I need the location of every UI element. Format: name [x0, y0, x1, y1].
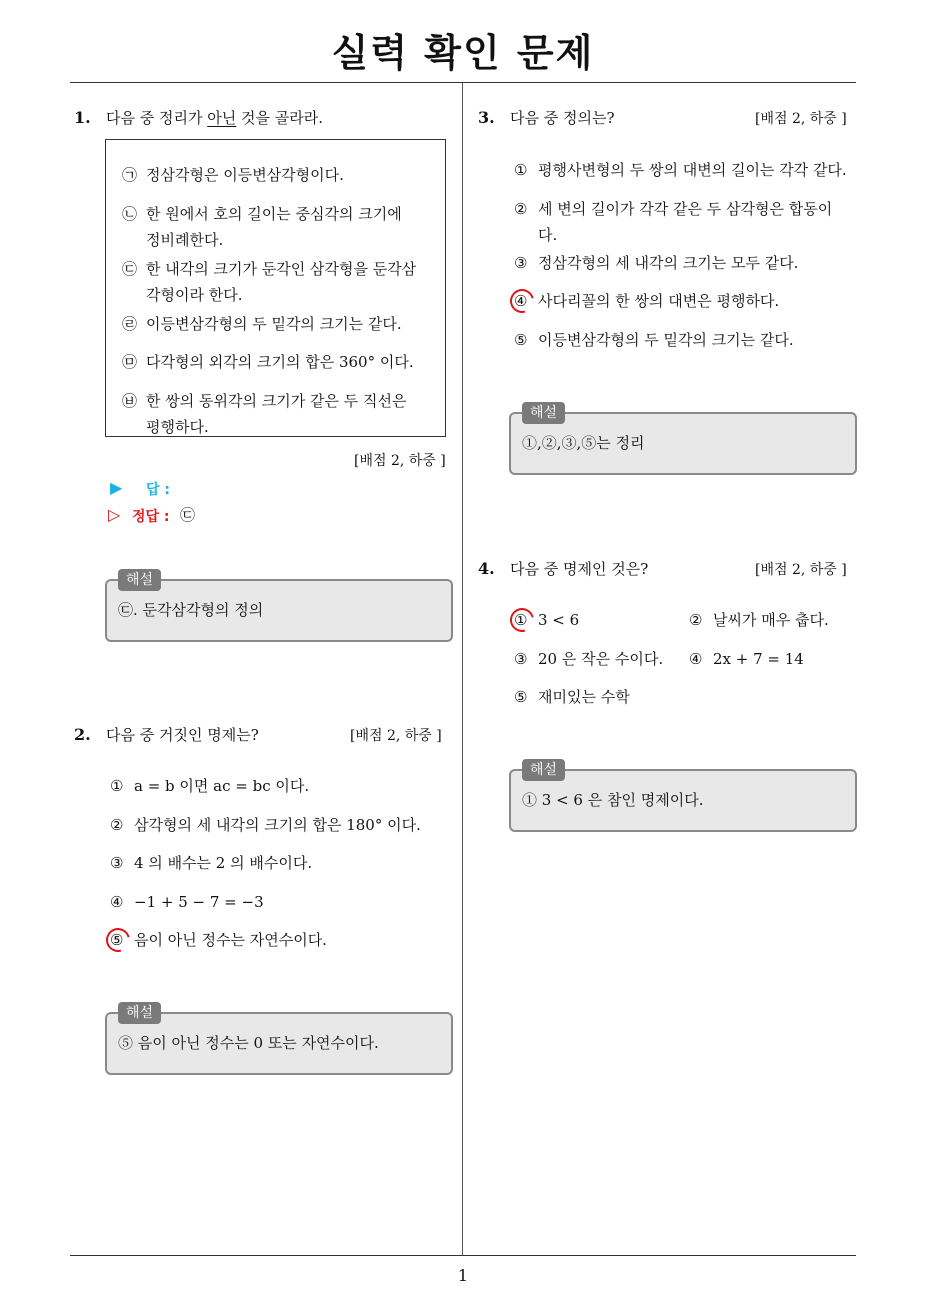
question-1-number: 1. [74, 108, 91, 127]
header-rule [70, 82, 856, 83]
correct-answer-arrow-icon: ▷ [108, 505, 121, 524]
q1-item-mark: ㉠ [122, 166, 138, 184]
q2-option-mark: ⑤ [110, 931, 124, 949]
q4-option-text: 20 은 작은 수이다. [538, 650, 664, 668]
q3-option-mark: ① [514, 161, 528, 179]
q1-item-mark: ㉥ [122, 392, 138, 410]
answer-label: 답 : [146, 482, 170, 498]
q1-item-text: 정삼각형은 이등변삼각형이다. [146, 166, 344, 184]
q2-option-text: 4 의 배수는 2 의 배수이다. [134, 854, 313, 872]
question-2-solution-text: ⑤ 음이 아닌 정수는 0 또는 자연수이다. [118, 1034, 379, 1052]
q4-option-text: 2x + 7 = 14 [713, 650, 804, 668]
q3-option-text: 사다리꼴의 한 쌍의 대변은 평행하다. [538, 292, 780, 310]
q1-item-mark: ㉡ [122, 205, 138, 223]
q3-option-mark: ③ [514, 254, 528, 272]
q1-item-mark: ㉣ [122, 315, 138, 333]
question-4-prompt: 다음 중 명제인 것은? [510, 560, 649, 578]
q3-option-mark: ④ [514, 292, 528, 310]
q1-item-text: 각형이라 한다. [146, 286, 243, 304]
q4-option-mark: ② [689, 611, 703, 629]
solution-tag: 해설 [522, 402, 565, 424]
q4-option-text: 3 < 6 [538, 611, 580, 629]
q2-option-mark: ③ [110, 854, 124, 872]
q3-option-text: 이등변삼각형의 두 밑각의 크기는 같다. [538, 331, 794, 349]
question-1-solution-text: ㉢. 둔각삼각형의 정의 [118, 601, 264, 619]
solution-tag: 해설 [118, 569, 161, 591]
q1-item-text: 다각형의 외각의 크기의 합은 360° 이다. [146, 353, 414, 371]
q3-option-mark: ② [514, 200, 528, 218]
q1-item-mark: ㉤ [122, 353, 138, 371]
q3-option-text: 평행사변형의 두 쌍의 대변의 길이는 각각 같다. [538, 161, 847, 179]
page-number: 1 [457, 1266, 469, 1285]
q2-option-text: −1 + 5 − 7 = −3 [134, 893, 264, 911]
q1-item-mark: ㉢ [122, 260, 138, 278]
solution-tag: 해설 [522, 759, 565, 781]
correct-answer-value: ㉢ [180, 506, 196, 524]
question-2-score: [배점 2, 하중 ] [350, 728, 442, 744]
question-4-solution-text: ① 3 < 6 은 참인 명제이다. [522, 791, 704, 809]
question-2-prompt: 다음 중 거짓인 명제는? [106, 726, 259, 744]
q3-option-text: 다. [538, 226, 558, 244]
q1-item-text: 한 원에서 호의 길이는 중심각의 크기에 [146, 205, 402, 223]
solution-tag: 해설 [118, 1002, 161, 1024]
q1-item-text: 정비례한다. [146, 231, 224, 249]
answer-arrow-icon: ▶ [110, 478, 123, 497]
q4-option-mark: ① [514, 611, 528, 629]
q1-item-text: 한 내각의 크기가 둔각인 삼각형을 둔각삼 [146, 260, 417, 278]
correct-answer-label: 정답 : [132, 509, 170, 525]
column-divider [462, 83, 463, 1256]
answer-circle-mark-icon [506, 285, 539, 318]
q4-option-mark: ④ [689, 650, 703, 668]
q4-option-mark: ⑤ [514, 688, 528, 706]
question-3-number: 3. [478, 108, 495, 127]
q2-option-text: a = b 이면 ac = bc 이다. [134, 777, 310, 795]
question-3-prompt: 다음 중 정의는? [510, 109, 615, 127]
q1-item-text: 한 쌍의 동위각의 크기가 같은 두 직선은 [146, 392, 407, 410]
q4-option-mark: ③ [514, 650, 528, 668]
question-4-number: 4. [478, 559, 495, 578]
answer-circle-mark-icon [506, 604, 539, 637]
q2-option-text: 삼각형의 세 내각의 크기의 합은 180° 이다. [134, 816, 421, 834]
question-1-prompt: 다음 중 정리가 아닌 것을 골라라. [106, 109, 323, 127]
question-4-score: [배점 2, 하중 ] [755, 562, 847, 578]
footer-rule [70, 1255, 856, 1256]
q2-option-mark: ④ [110, 893, 124, 911]
q3-option-mark: ⑤ [514, 331, 528, 349]
q4-option-text: 재미있는 수학 [538, 688, 630, 706]
question-2-number: 2. [74, 725, 91, 744]
question-3-score: [배점 2, 하중 ] [755, 111, 847, 127]
q3-option-text: 세 변의 길이가 각각 같은 두 삼각형은 합동이 [538, 200, 833, 218]
q2-option-mark: ② [110, 816, 124, 834]
question-1-score: [배점 2, 하중 ] [354, 453, 446, 469]
q2-option-mark: ① [110, 777, 124, 795]
q3-option-text: 정삼각형의 세 내각의 크기는 모두 같다. [538, 254, 799, 272]
page-title: 실력 확인 문제 [331, 31, 595, 75]
q4-option-text: 날씨가 매우 춥다. [713, 611, 829, 629]
q1-item-text: 평행하다. [146, 418, 209, 436]
q2-option-text: 음이 아닌 정수는 자연수이다. [134, 931, 327, 949]
answer-circle-mark-icon [102, 924, 135, 957]
question-3-solution-text: ①,②,③,⑤는 정리 [522, 434, 645, 452]
q1-item-text: 이등변삼각형의 두 밑각의 크기는 같다. [146, 315, 402, 333]
